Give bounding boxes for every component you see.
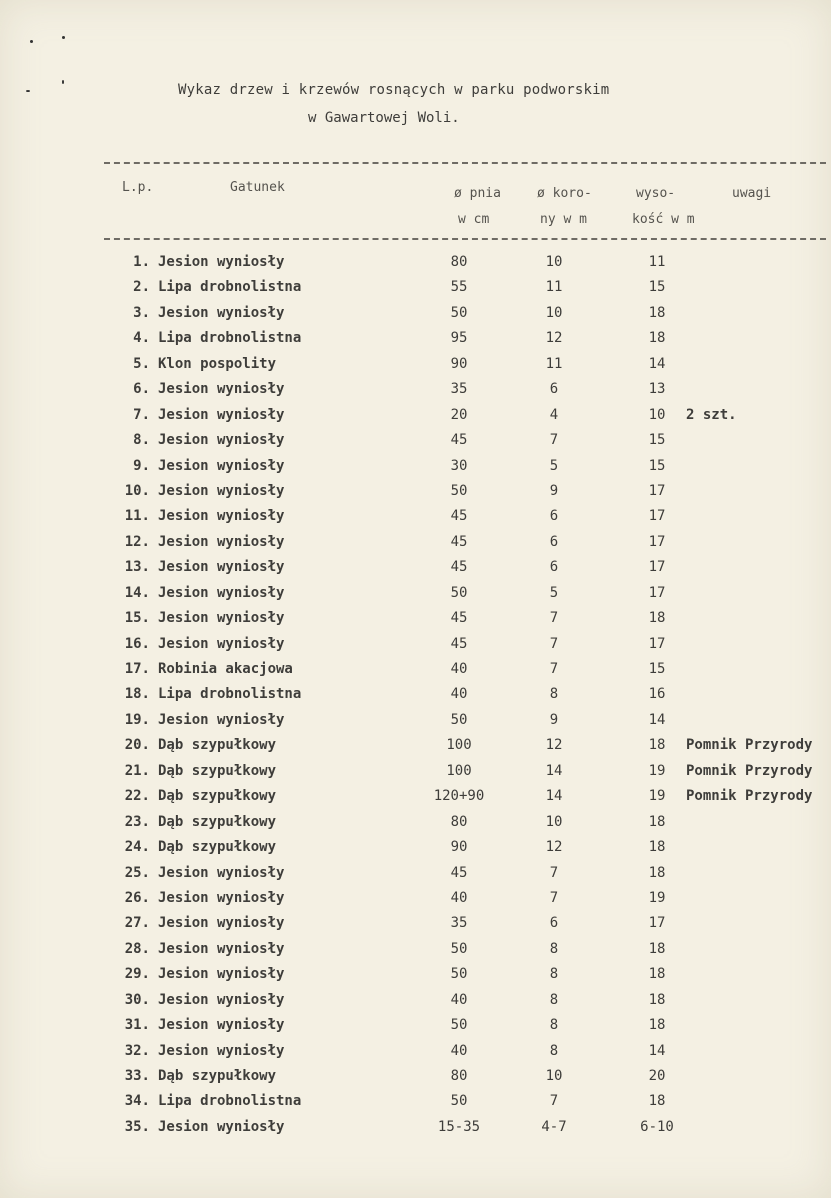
row-trunk-diameter: 50 [450,304,468,321]
row-species: Jesion wyniosły [158,584,285,601]
table-row [0,888,831,913]
table-row [0,964,831,989]
row-crown-diameter: 4 [549,406,559,423]
row-height: 17 [648,533,666,550]
row-number: 5. [133,355,150,372]
row-number: 17. [124,661,150,677]
row-trunk-diameter: 100 [446,737,472,754]
row-crown-diameter: 9 [549,482,559,499]
row-number: 32. [124,1042,150,1059]
table-row [0,506,831,531]
row-trunk-diameter: 90 [450,355,468,372]
header-uwagi: uwagi [732,186,772,201]
table-row [0,379,831,404]
table-row [0,761,831,786]
row-species: Jesion wyniosły [158,254,285,270]
row-trunk-diameter: 50 [450,940,468,957]
row-species: Lipa drobnolistna [158,686,302,703]
row-number: 27. [124,915,150,932]
table-row [0,1066,831,1091]
row-species: Jesion wyniosły [158,635,285,652]
table-row [0,634,831,659]
row-height: 18 [648,1017,666,1034]
row-species: Lipa drobnolistna [158,1093,302,1110]
row-trunk-diameter: 40 [450,661,468,677]
table-row [0,735,831,760]
row-crown-diameter: 8 [549,686,559,703]
header-korony-line2: ny w m [540,212,587,227]
document-subtitle: w Gawartowej Woli. [308,110,460,126]
row-crown-diameter: 6 [549,915,559,932]
row-number: 28. [124,940,150,957]
row-height: 17 [648,482,666,499]
table-row [0,837,831,862]
row-trunk-diameter: 35 [450,381,468,398]
row-remarks: Pomnik Przyrody [686,737,813,754]
row-number: 10. [124,482,150,499]
row-crown-diameter: 7 [549,661,559,677]
row-crown-diameter: 9 [549,711,559,728]
row-height: 18 [648,737,666,754]
row-trunk-diameter: 120+90 [433,788,485,805]
row-number: 33. [124,1068,150,1084]
row-number: 12. [124,533,150,550]
row-number: 7. [133,406,150,423]
row-number: 11. [124,508,150,525]
row-trunk-diameter: 100 [446,762,472,779]
row-number: 35. [124,1118,150,1135]
row-trunk-diameter: 20 [450,406,468,423]
row-crown-diameter: 8 [549,940,559,957]
row-trunk-diameter: 45 [450,432,468,449]
header-pnia-line2: w cm [458,212,490,227]
row-height: 18 [648,610,666,627]
row-trunk-diameter: 40 [450,1042,468,1059]
table-row [0,1091,831,1116]
table-row [0,812,831,837]
row-trunk-diameter: 95 [450,330,468,347]
row-species: Jesion wyniosły [158,940,285,957]
row-height: 18 [648,330,666,347]
row-species: Jesion wyniosły [158,406,285,423]
row-number: 9. [133,457,150,474]
row-crown-diameter: 12 [545,330,563,347]
row-trunk-diameter: 50 [450,711,468,728]
row-number: 23. [124,813,150,830]
row-number: 15. [124,610,150,627]
row-species: Jesion wyniosły [158,559,285,576]
row-species: Jesion wyniosły [158,991,285,1008]
row-remarks: Pomnik Przyrody [686,762,813,779]
row-number: 34. [124,1093,150,1110]
row-species: Dąb szypułkowy [158,839,277,856]
table-row [0,913,831,938]
row-number: 8. [133,432,150,449]
row-species: Jesion wyniosły [158,508,285,525]
row-height: 14 [648,711,666,728]
row-height: 18 [648,304,666,321]
row-height: 15 [648,457,666,474]
row-trunk-diameter: 40 [450,991,468,1008]
row-crown-diameter: 11 [545,355,563,372]
row-crown-diameter: 10 [545,304,563,321]
table-row [0,659,831,684]
row-height: 17 [648,635,666,652]
row-species: Jesion wyniosły [158,1017,285,1034]
row-height: 13 [648,381,666,398]
table-row [0,1117,831,1142]
paper-specks [28,36,78,96]
row-trunk-diameter: 50 [450,584,468,601]
row-height: 15 [648,432,666,449]
row-number: 31. [124,1017,150,1034]
row-height: 17 [648,508,666,525]
row-species: Klon pospolity [158,355,277,372]
table-row [0,786,831,811]
row-species: Dąb szypułkowy [158,737,277,754]
row-crown-diameter: 8 [549,966,559,983]
row-species: Jesion wyniosły [158,864,285,881]
row-trunk-diameter: 30 [450,457,468,474]
row-trunk-diameter: 45 [450,864,468,881]
row-number: 20. [124,737,150,754]
header-korony-line1: ø koro- [537,186,592,201]
row-species: Jesion wyniosły [158,432,285,449]
row-crown-diameter: 6 [549,533,559,550]
row-crown-diameter: 11 [545,279,563,296]
row-trunk-diameter: 50 [450,1093,468,1110]
row-remarks: Pomnik Przyrody [686,788,813,805]
row-species: Jesion wyniosły [158,915,285,932]
row-height: 19 [648,762,666,779]
table-row [0,405,831,430]
row-height: 17 [648,559,666,576]
row-species: Jesion wyniosły [158,711,285,728]
header-gatunek: Gatunek [230,180,285,195]
header-wysokosc-line2: kość w m [632,212,695,227]
row-height: 20 [648,1068,666,1084]
row-number: 26. [124,889,150,906]
row-crown-diameter: 7 [549,889,559,906]
row-trunk-diameter: 80 [450,813,468,830]
row-crown-diameter: 7 [549,1093,559,1110]
row-species: Dąb szypułkowy [158,1068,277,1084]
table-top-rule [104,162,826,164]
header-wysokosc-line1: wyso- [636,186,676,201]
table-row [0,1015,831,1040]
row-height: 18 [648,966,666,983]
table-row [0,252,831,277]
row-trunk-diameter: 35 [450,915,468,932]
row-height: 18 [648,940,666,957]
row-height: 18 [648,864,666,881]
row-crown-diameter: 10 [545,254,563,270]
row-number: 2. [133,279,150,296]
row-crown-diameter: 4-7 [541,1118,567,1135]
table-row [0,583,831,608]
row-species: Jesion wyniosły [158,889,285,906]
table-row [0,863,831,888]
row-height: 14 [648,1042,666,1059]
row-number: 13. [124,559,150,576]
row-trunk-diameter: 80 [450,1068,468,1084]
row-number: 16. [124,635,150,652]
row-number: 6. [133,381,150,398]
row-crown-diameter: 10 [545,813,563,830]
row-species: Jesion wyniosły [158,1118,285,1135]
table-row [0,456,831,481]
row-trunk-diameter: 45 [450,508,468,525]
row-trunk-diameter: 80 [450,254,468,270]
row-number: 30. [124,991,150,1008]
row-crown-diameter: 12 [545,839,563,856]
table-row [0,430,831,455]
row-species: Lipa drobnolistna [158,330,302,347]
row-trunk-diameter: 50 [450,482,468,499]
row-trunk-diameter: 55 [450,279,468,296]
row-trunk-diameter: 40 [450,889,468,906]
table-row [0,710,831,735]
row-crown-diameter: 7 [549,864,559,881]
table-header-rule [104,238,826,240]
row-height: 17 [648,584,666,601]
table-row [0,939,831,964]
table-row [0,328,831,353]
row-height: 10 [648,406,666,423]
row-height: 19 [648,889,666,906]
table-row [0,557,831,582]
row-species: Jesion wyniosły [158,1042,285,1059]
row-crown-diameter: 5 [549,584,559,601]
row-height: 11 [648,254,666,270]
row-trunk-diameter: 50 [450,966,468,983]
row-height: 15 [648,661,666,677]
row-height: 14 [648,355,666,372]
row-number: 19. [124,711,150,728]
row-number: 1. [133,254,150,270]
row-species: Dąb szypułkowy [158,788,277,805]
row-number: 21. [124,762,150,779]
row-species: Jesion wyniosły [158,457,285,474]
row-height: 18 [648,813,666,830]
row-trunk-diameter: 90 [450,839,468,856]
row-crown-diameter: 6 [549,508,559,525]
row-species: Robinia akacjowa [158,661,293,677]
table-row [0,1041,831,1066]
row-crown-diameter: 7 [549,432,559,449]
row-crown-diameter: 5 [549,457,559,474]
row-species: Jesion wyniosły [158,304,285,321]
row-crown-diameter: 6 [549,381,559,398]
row-height: 19 [648,788,666,805]
row-species: Lipa drobnolistna [158,279,302,296]
row-species: Jesion wyniosły [158,610,285,627]
row-species: Jesion wyniosły [158,381,285,398]
row-number: 14. [124,584,150,601]
row-crown-diameter: 8 [549,991,559,1008]
row-crown-diameter: 6 [549,559,559,576]
table-row [0,277,831,302]
row-crown-diameter: 14 [545,762,563,779]
row-number: 3. [133,304,150,321]
row-remarks: 2 szt. [686,406,737,423]
row-crown-diameter: 8 [549,1042,559,1059]
row-height: 17 [648,915,666,932]
table-row [0,684,831,709]
header-lp: L.p. [122,180,154,195]
table-body [0,252,831,1142]
row-number: 4. [133,330,150,347]
row-crown-diameter: 12 [545,737,563,754]
row-number: 22. [124,788,150,805]
row-crown-diameter: 14 [545,788,563,805]
table-row [0,303,831,328]
row-species: Jesion wyniosły [158,966,285,983]
row-height: 18 [648,839,666,856]
row-height: 6-10 [640,1118,674,1135]
table-row [0,532,831,557]
header-pnia-line1: ø pnia [454,186,501,201]
row-trunk-diameter: 45 [450,610,468,627]
row-height: 15 [648,279,666,296]
row-trunk-diameter: 50 [450,1017,468,1034]
table-row [0,481,831,506]
row-species: Jesion wyniosły [158,533,285,550]
row-crown-diameter: 10 [545,1068,563,1084]
row-trunk-diameter: 45 [450,559,468,576]
row-trunk-diameter: 45 [450,635,468,652]
row-height: 16 [648,686,666,703]
row-crown-diameter: 7 [549,610,559,627]
row-species: Dąb szypułkowy [158,762,277,779]
row-species: Jesion wyniosły [158,482,285,499]
row-crown-diameter: 8 [549,1017,559,1034]
row-number: 24. [124,839,150,856]
table-row [0,608,831,633]
row-crown-diameter: 7 [549,635,559,652]
row-number: 25. [124,864,150,881]
document-title: Wykaz drzew i krzewów rosnących w parku podworskim [178,82,610,98]
row-number: 29. [124,966,150,983]
table-row [0,990,831,1015]
row-trunk-diameter: 40 [450,686,468,703]
row-trunk-diameter: 45 [450,533,468,550]
row-height: 18 [648,991,666,1008]
row-trunk-diameter: 15-35 [437,1118,481,1135]
table-row [0,354,831,379]
row-species: Dąb szypułkowy [158,813,277,830]
row-height: 18 [648,1093,666,1110]
row-number: 18. [124,686,150,703]
